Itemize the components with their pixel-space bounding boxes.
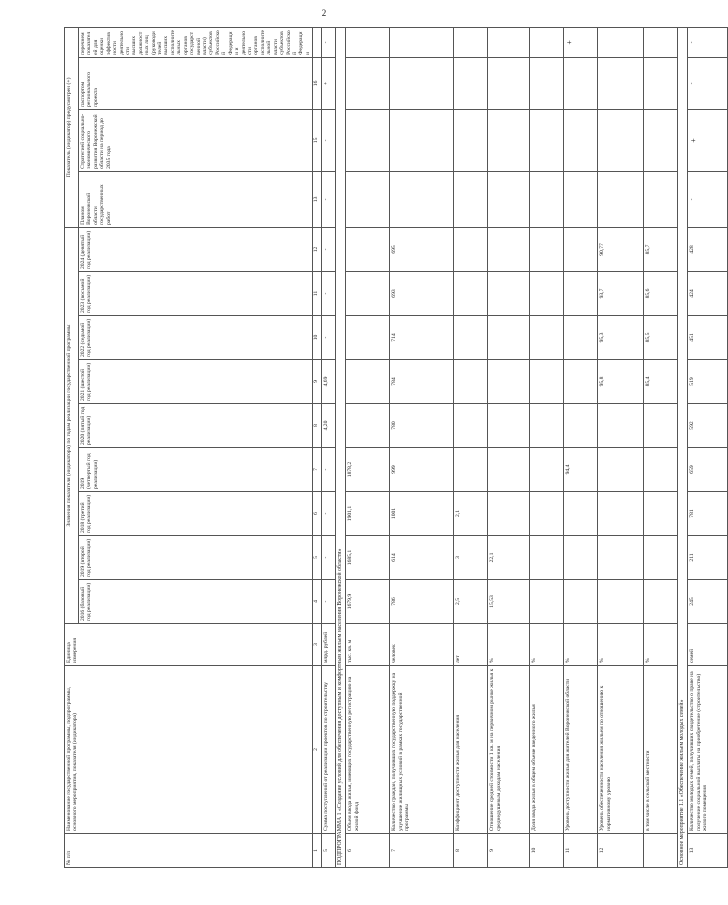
row-value: - xyxy=(322,580,336,624)
row-name: Уровень обеспеченности населения жильем по отношению к нормативному уровню xyxy=(598,666,644,834)
table-row xyxy=(564,27,598,867)
row-ind xyxy=(530,57,564,109)
table-row xyxy=(598,27,644,867)
row-value xyxy=(598,404,644,448)
row-value: 614 xyxy=(390,536,454,580)
row-value: - xyxy=(322,492,336,536)
main-event-row xyxy=(678,27,688,867)
col-number: 9 xyxy=(313,360,322,404)
col-number: 4 xyxy=(313,580,322,624)
row-ind xyxy=(564,57,598,109)
row-unit: лет xyxy=(454,624,488,666)
row-ind: + xyxy=(322,57,336,109)
header-ind-project: паспортом регионального проекта xyxy=(79,57,313,109)
col-number: 7 xyxy=(313,448,322,492)
row-ind xyxy=(454,109,488,171)
header-num: № п/п xyxy=(65,834,313,868)
row-value xyxy=(346,316,390,360)
row-ind xyxy=(488,27,530,57)
row-num: 8 xyxy=(454,834,488,868)
row-value: 2,1 xyxy=(454,492,488,536)
row-ind xyxy=(598,109,644,171)
row-value xyxy=(530,580,564,624)
row-value: 93,7 xyxy=(598,272,644,316)
row-ind xyxy=(564,171,598,227)
row-value xyxy=(530,536,564,580)
row-name: Объем ввода жилья, имеющих государственную регистрацию на жилой фонд xyxy=(346,666,390,834)
row-unit: % xyxy=(488,624,530,666)
row-value xyxy=(454,272,488,316)
row-value: - xyxy=(322,272,336,316)
row-value xyxy=(454,316,488,360)
row-value: 780 xyxy=(390,404,454,448)
row-value: 786 xyxy=(390,580,454,624)
row-value: 592 xyxy=(688,404,728,448)
header-year-8: 2023 (восьмой год реализации) xyxy=(79,272,313,316)
header-year-5: 2020 (пятый год реализации) xyxy=(79,404,313,448)
row-num: 11 xyxy=(564,834,598,868)
row-value: 3 xyxy=(454,536,488,580)
col-number: 10 xyxy=(313,316,322,360)
row-value: 714 xyxy=(390,316,454,360)
table-row xyxy=(488,27,530,867)
header-unit: Единица измерения xyxy=(65,624,313,666)
header-year-4: 2019 (четвертый год реализации) xyxy=(79,448,313,492)
row-value xyxy=(488,272,530,316)
row-ind xyxy=(598,57,644,109)
col-number: 15 xyxy=(313,109,322,171)
row-value: 784 xyxy=(390,360,454,404)
row-unit: семей xyxy=(688,624,728,666)
row-num xyxy=(644,834,678,868)
row-value: 4,20 xyxy=(322,404,336,448)
header-year-7: 2022 (седьмой год реализации) xyxy=(79,316,313,360)
col-number: 3 xyxy=(313,624,322,666)
row-value xyxy=(530,227,564,271)
row-value xyxy=(644,492,678,536)
row-ind xyxy=(530,109,564,171)
header-ind-strategy: Стратегией социально-экономического развития Воронежской области на период до 2035 года xyxy=(79,109,313,171)
row-value xyxy=(346,360,390,404)
row-value xyxy=(564,492,598,536)
row-ind xyxy=(390,27,454,57)
row-value xyxy=(488,316,530,360)
row-value: 85,5 xyxy=(644,316,678,360)
row-ind xyxy=(346,27,390,57)
row-name: в том числе в сельской местности xyxy=(644,666,678,834)
row-unit: млрд. рублей xyxy=(322,624,336,666)
row-value: 94,4 xyxy=(564,448,598,492)
row-name: Сумма поступлений от реализации проектов по строительству xyxy=(322,666,336,834)
header-year-9: 2024 (девятый год реализации) xyxy=(79,227,313,271)
row-value: 1679,9 xyxy=(346,580,390,624)
row-unit: % xyxy=(598,624,644,666)
row-ind xyxy=(454,27,488,57)
header-ind-list: перечнем показателей для оценки эффективности деятельности высших должностных лиц (руководителей высших исполнительных органов государственной власти) субъектов Российской Федерации и деятельности органов исполнительной власти субъектов Российской Федерации xyxy=(79,27,313,57)
row-ind: - xyxy=(322,171,336,227)
table-row xyxy=(454,27,488,867)
table-row xyxy=(644,27,678,867)
row-value xyxy=(598,492,644,536)
row-value: 519 xyxy=(688,360,728,404)
col-number: 13 xyxy=(313,171,322,227)
row-value xyxy=(530,360,564,404)
row-value: 428 xyxy=(688,227,728,271)
row-value: - xyxy=(322,227,336,271)
row-ind: - xyxy=(688,57,728,109)
header-year-3: 2018 (третий год реализации) xyxy=(79,492,313,536)
row-value xyxy=(488,227,530,271)
row-value xyxy=(530,492,564,536)
row-ind: + xyxy=(564,27,598,57)
row-value: 1685,1 xyxy=(346,536,390,580)
rotated-table-sheet xyxy=(64,28,709,868)
header-year-2: 2019 (второй год реализации) xyxy=(79,536,313,580)
row-value: 85,4 xyxy=(644,360,678,404)
row-value: 15,53 xyxy=(488,580,530,624)
row-ind xyxy=(530,171,564,227)
subprogram-title: ПОДПРОГРАММА 1 «Создание условий для обеспечения доступным и комфортным жильем населения Воронежской области» xyxy=(336,27,346,867)
row-ind xyxy=(644,171,678,227)
row-value xyxy=(564,580,598,624)
row-value xyxy=(346,272,390,316)
row-unit: % xyxy=(564,624,598,666)
col-number: 1 xyxy=(313,834,322,868)
row-value: 85,7 xyxy=(644,227,678,271)
subprogram-row xyxy=(336,27,346,867)
col-number: 6 xyxy=(313,492,322,536)
header-year-1: 2016 (базовый год реализации) xyxy=(79,580,313,624)
row-value xyxy=(454,448,488,492)
row-ind: - xyxy=(688,27,728,57)
page-number: 2 xyxy=(321,8,327,18)
row-name: Количество граждан, получивших государственную поддержку на улучшение жилищных условий в рамках государственной программы xyxy=(390,666,454,834)
row-ind xyxy=(598,27,644,57)
table-row xyxy=(688,27,728,867)
row-value xyxy=(488,492,530,536)
row-ind xyxy=(488,109,530,171)
table-row xyxy=(322,27,336,867)
row-value xyxy=(598,536,644,580)
row-value xyxy=(564,360,598,404)
row-ind xyxy=(346,57,390,109)
row-value: 95,3 xyxy=(598,316,644,360)
row-value xyxy=(598,448,644,492)
row-value xyxy=(644,448,678,492)
row-ind xyxy=(644,109,678,171)
row-value: 211 xyxy=(688,536,728,580)
row-value: 695 xyxy=(390,227,454,271)
row-ind xyxy=(644,57,678,109)
row-ind: - xyxy=(322,27,336,57)
row-num: 10 xyxy=(530,834,564,868)
col-number xyxy=(313,27,322,57)
row-name: Количество молодых семей, получивших свидетельство о праве на получение социальной выплаты на приобретение (строительство) жилого помещения xyxy=(688,666,728,834)
row-value xyxy=(488,404,530,448)
header-values-group: Значения показателя (индикатора) по годам реализации государственной программы xyxy=(65,227,79,623)
row-unit: % xyxy=(530,624,564,666)
row-ind xyxy=(488,171,530,227)
row-name: Коэффициент доступности жилья для населения xyxy=(454,666,488,834)
row-num: 7 xyxy=(390,834,454,868)
row-ind: - xyxy=(322,109,336,171)
row-value: 781 xyxy=(688,492,728,536)
row-value xyxy=(530,316,564,360)
row-value xyxy=(346,227,390,271)
row-ind xyxy=(390,57,454,109)
row-value: 659 xyxy=(688,448,728,492)
row-value xyxy=(488,360,530,404)
row-ind xyxy=(598,171,644,227)
row-value xyxy=(564,316,598,360)
row-value xyxy=(530,404,564,448)
header-indicators-group: Показатель (индикатор) предусмотрен (+) xyxy=(65,27,79,227)
row-value: 4,69 xyxy=(322,360,336,404)
col-number: 5 xyxy=(313,536,322,580)
row-value: 1001 xyxy=(390,492,454,536)
row-value xyxy=(488,448,530,492)
row-value: 2,5 xyxy=(454,580,488,624)
row-value xyxy=(454,360,488,404)
header-ind-plan: Планом Воронежской области государственных работ xyxy=(79,171,313,227)
row-ind xyxy=(488,57,530,109)
table-row xyxy=(530,27,564,867)
row-ind: + xyxy=(688,109,728,171)
row-value: - xyxy=(322,536,336,580)
row-num: 5 xyxy=(322,834,336,868)
row-unit: % xyxy=(644,624,678,666)
row-value xyxy=(644,404,678,448)
row-value xyxy=(530,272,564,316)
row-value: 245 xyxy=(688,580,728,624)
row-num: 13 xyxy=(688,834,728,868)
row-value xyxy=(530,448,564,492)
row-ind xyxy=(346,109,390,171)
row-name: Доля ввода жилья в общем объеме введенного жилья xyxy=(530,666,564,834)
row-unit: тыс. кв. м xyxy=(346,624,390,666)
row-num: 9 xyxy=(488,834,530,868)
row-ind xyxy=(644,27,678,57)
row-value: 451 xyxy=(688,316,728,360)
row-ind xyxy=(454,171,488,227)
main-event-title: Основное мероприятие 1.1 «Обеспечение жильем молодых семей» xyxy=(678,27,688,867)
col-number: 2 xyxy=(313,666,322,834)
row-value xyxy=(346,404,390,448)
row-ind xyxy=(390,171,454,227)
col-number: 12 xyxy=(313,227,322,271)
row-value: 95,8 xyxy=(598,360,644,404)
row-value xyxy=(598,580,644,624)
row-name: Отношение средней стоимости 1 кв. м на первичном рынке жилья к среднедушевым доходам населения xyxy=(488,666,530,834)
col-number: 16 xyxy=(313,57,322,109)
row-value xyxy=(564,536,598,580)
row-value: 693 xyxy=(390,272,454,316)
row-ind xyxy=(564,109,598,171)
row-value: 90,77 xyxy=(598,227,644,271)
table-row xyxy=(390,27,454,867)
row-value: 424 xyxy=(688,272,728,316)
table-row xyxy=(346,27,390,867)
row-ind xyxy=(390,109,454,171)
row-value xyxy=(644,580,678,624)
row-ind xyxy=(454,57,488,109)
row-value xyxy=(564,404,598,448)
row-value: - xyxy=(322,448,336,492)
row-value: 85,6 xyxy=(644,272,678,316)
col-number: 8 xyxy=(313,404,322,448)
header-name: Наименование государственной программы, подпрограммы, основного мероприятия, показателя (индикатора) xyxy=(65,666,313,834)
column-numbers-row xyxy=(313,27,322,867)
indicators-table xyxy=(64,27,728,868)
row-num: 12 xyxy=(598,834,644,868)
row-ind xyxy=(346,171,390,227)
col-number: 11 xyxy=(313,272,322,316)
row-value xyxy=(564,227,598,271)
row-value xyxy=(454,227,488,271)
row-unit: человек xyxy=(390,624,454,666)
row-value xyxy=(564,272,598,316)
header-year-6: 2021 (шестой год реализации) xyxy=(79,360,313,404)
row-value: 22,1 xyxy=(488,536,530,580)
row-value: - xyxy=(322,316,336,360)
row-ind: - xyxy=(688,171,728,227)
row-name: Уровень доступности жилья для жителей Воронежской области xyxy=(564,666,598,834)
row-num: 6 xyxy=(346,834,390,868)
row-value: 1901,1 xyxy=(346,492,390,536)
row-ind xyxy=(530,27,564,57)
row-value xyxy=(454,404,488,448)
row-value xyxy=(644,536,678,580)
row-value: 999 xyxy=(390,448,454,492)
row-value: 1878,2 xyxy=(346,448,390,492)
